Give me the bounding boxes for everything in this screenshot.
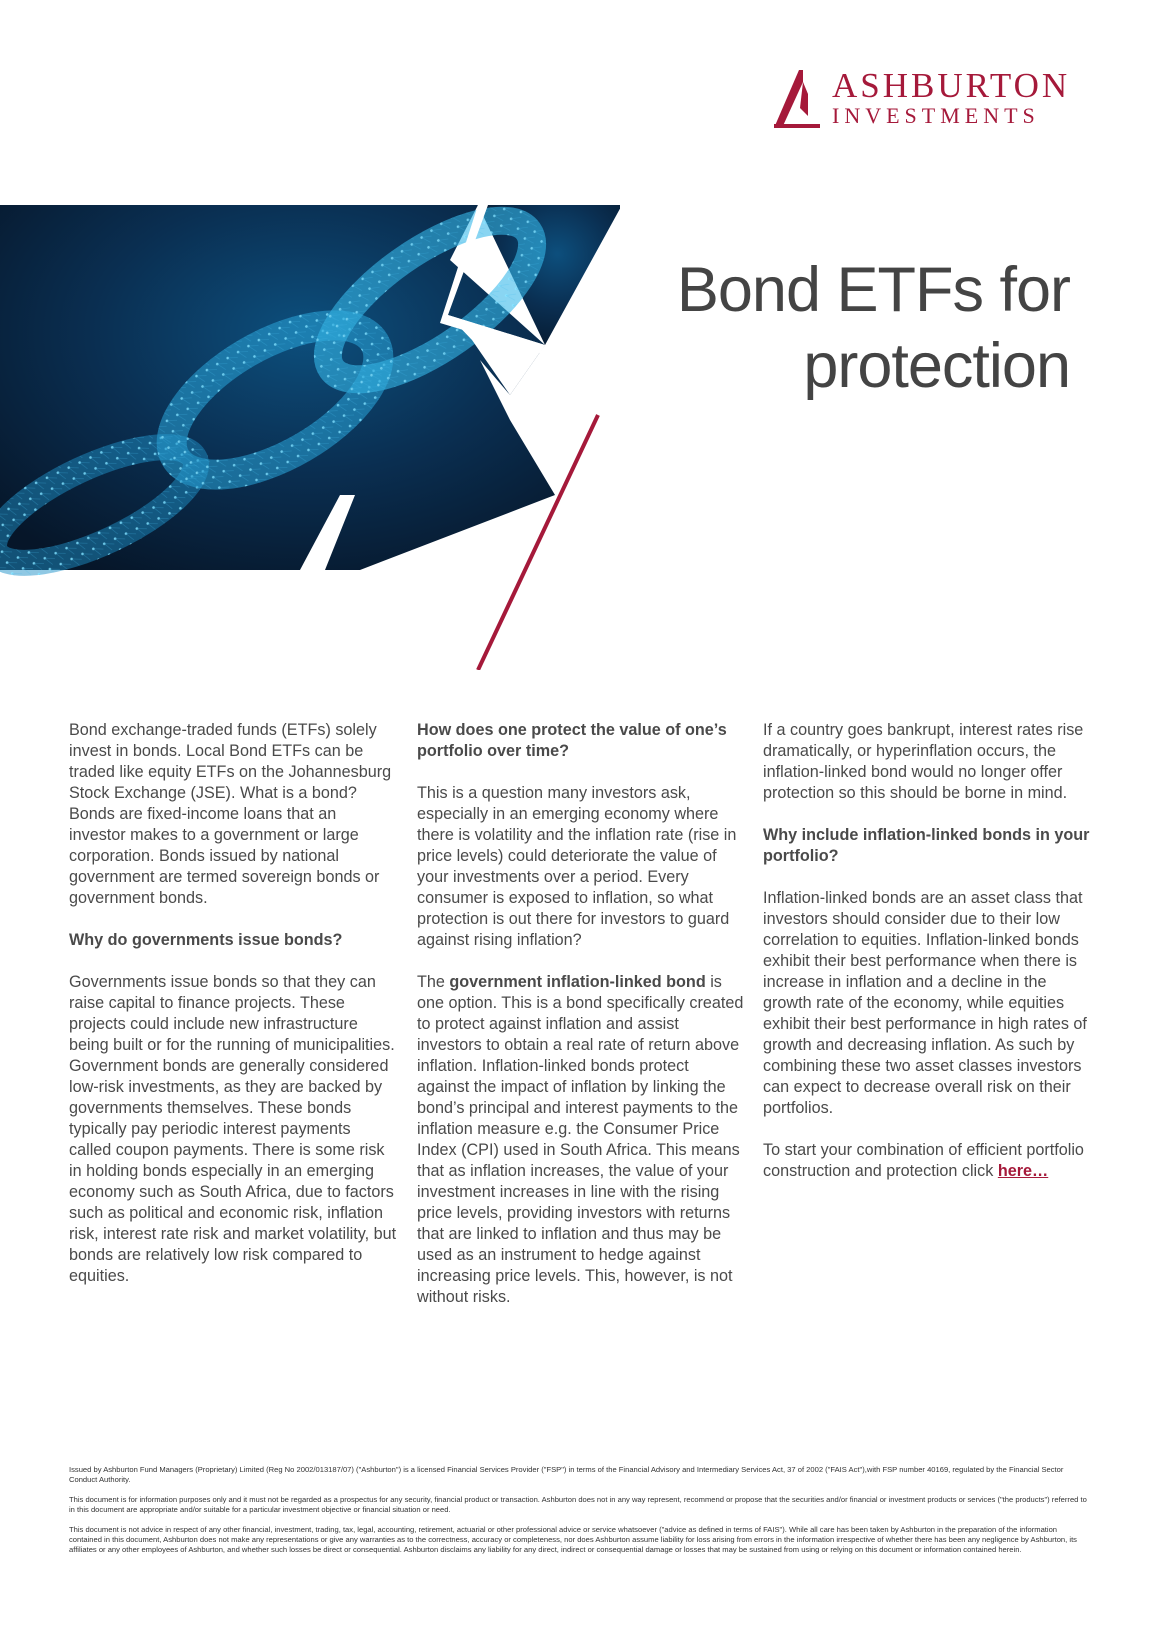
inflation-linked-paragraph: The government inflation-linked bond is one option. This is a bond specifically created to protect against inflation and assist investors to obtain a real rate of return above inflation. Inflation-linked bonds protect against the impact of inflation by linking the bond’s principal and interest payments to the inflation measure e.g. the Consumer Price Index (CPI) used in South Africa. This means that as inflation increases, the value of your investment increases in line with the rising price levels, providing investors with returns that are linked to inflation and thus may be used as an instrument to hedge against increasing price levels. This, however, is not without risks. xyxy=(417,973,744,1306)
governments-paragraph: Governments issue bonds so that they can raise capital to finance projects. These projects could include new infrastructure being built or for the running of municipalities. Government bonds are generally considered low-risk investments, as they are backed by governments themselves. These bonds typically pay periodic interest payments called coupon payments. There is some risk in holding bonds especially in an emerging economy such as South Africa, due to factors such as political and economic risk, inflation risk, interest rate risk and market volatility, but bonds are relatively low risk compared to equities. xyxy=(69,973,397,1285)
disclaimer-information-purposes: This document is for information purposes only and it must not be regarded as a prospectus for any security, financial product or transaction. Ashburton does not in any way represent, recommend or propose that the securities and/or financial or investment products or services ("the products") referred to in this document are appropriate and/or suitable for a particular investment objective or financial situation or need. xyxy=(69,1495,1087,1514)
intro-paragraph: Bond exchange-traded funds (ETFs) solely invest in bonds. Local Bond ETFs can be traded like equity ETFs on the Johannesburg Stock Exchange (JSE). What is a bond? Bonds are fixed-income loans that an investor makes to a government or large corporation. Bonds issued by national government are termed sovereign bonds or government bonds. xyxy=(69,721,392,907)
ashburton-logo xyxy=(770,68,1090,138)
disclaimer-not-advice: This document is not advice in respect of any other financial, investment, trading, tax, legal, accounting, retirement, actuarial or other professional advice or service whatsoever ("advice as defined in terms of FAIS"). While all care has been taken by Ashburton in the preparation of the information contained in this document, Ashburton does not make any representations or give any warranties as to the correctness, accuracy or completeness, nor does Ashburton assume liability for loss arising from errors in the information irrespective of whether there has been any negligence by Ashburton, its affiliates or any other employees of Ashburton, and whether such losses be direct or consequential. Ashburton disclaims any liability for any direct, indirect or consequential damage or losses that may be sustained from using or relying on this document or information contained herein. xyxy=(69,1525,1077,1554)
digital-chain-image xyxy=(0,205,620,670)
column-3 xyxy=(763,720,1093,1182)
column-2 xyxy=(417,720,745,1308)
legal-disclaimer xyxy=(69,1465,1089,1565)
inflation-linked-bond-term: government inflation-linked bond xyxy=(449,973,706,991)
section-heading-why-include: Why include inflation-linked bonds in your portfolio? xyxy=(763,826,1090,865)
here-link[interactable]: here… xyxy=(997,1162,1049,1180)
column-1 xyxy=(69,720,397,1287)
asset-class-paragraph: Inflation-linked bonds are an asset class that investors should consider due to their low correlation to equities. Inflation-linked bonds exhibit their best performance when there is increase in inflation and a decline in the growth rate of the economy, while equities exhibit their best performance in high rates of growth and decreasing inflation. As such by combining these two asset classes investors can expect to decrease overall risk on their portfolios. xyxy=(763,889,1087,1117)
logo-name: ASHBURTON xyxy=(832,66,1071,105)
call-to-action-paragraph: To start your combination of efficient portfolio construction and protection click here… xyxy=(763,1141,1084,1180)
protect-paragraph: This is a question many investors ask, especially in an emerging economy where there is volatility and the inflation rate (rise in price levels) could deteriorate the value of your investments over a period. Every consumer is exposed to inflation, so what protection is out there for investors to guard against rising inflation? xyxy=(417,784,737,949)
section-heading-why-governments: Why do governments issue bonds? xyxy=(69,931,343,949)
logo-subname: INVESTMENTS xyxy=(832,103,1040,128)
page-title xyxy=(677,252,1070,404)
logo-mark-icon xyxy=(770,68,826,130)
title-line-1: Bond ETFs for xyxy=(676,255,1070,325)
section-heading-protect-value: How does one protect the value of one’s portfolio over time? xyxy=(417,721,727,760)
title-line-2: protection xyxy=(803,331,1070,401)
disclaimer-issued-by: Issued by Ashburton Fund Managers (Proprietary) Limited (Reg No 2002/013187/07) ("Ashburton") is a licensed Financial Services Provider ("FSP") in terms of the Financial Advisory and Intermediary Services Act, 37 of 2002 ("FAIS Act"),with FSP number 40169, regulated by the Financial Sector Conduct Authority. xyxy=(69,1465,1064,1484)
bankrupt-paragraph: If a country goes bankrupt, interest rates rise dramatically, or hyperinflation occurs, the inflation-linked bond would no longer offer protection so this should be borne in mind. xyxy=(763,721,1084,802)
